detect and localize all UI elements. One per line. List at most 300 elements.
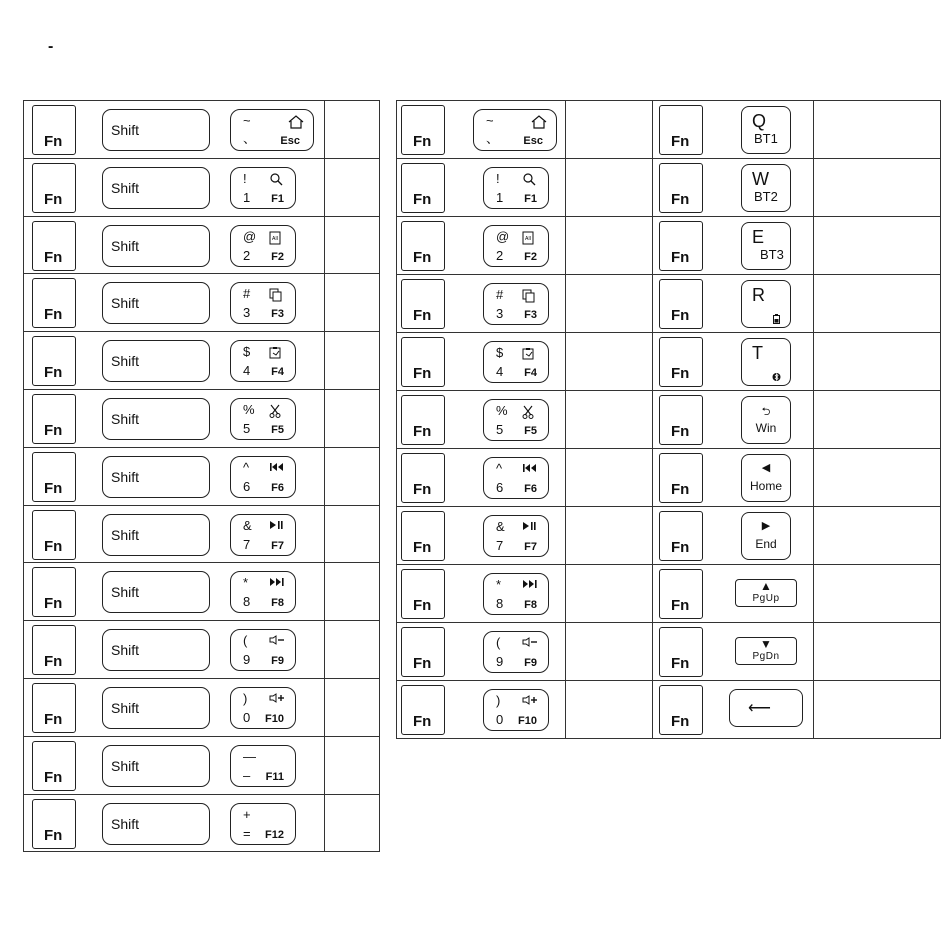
copy-icon — [269, 288, 284, 301]
key-digit: 2 — [243, 247, 251, 263]
key-digit: 4 — [243, 363, 251, 379]
description-cell — [566, 507, 653, 565]
key-function-label: F1 — [271, 192, 284, 205]
fn-key[interactable] — [32, 510, 76, 560]
fn-key-label: Fn — [44, 190, 63, 208]
description-cell — [325, 563, 380, 621]
key-combo-cell — [24, 621, 325, 679]
description-cell — [566, 565, 653, 623]
shift-key-label: Shift — [111, 757, 140, 774]
fn-key[interactable] — [659, 569, 703, 619]
number-key-6[interactable] — [230, 456, 296, 498]
fn-key[interactable] — [32, 741, 76, 791]
fn-key[interactable] — [401, 279, 445, 329]
description-cell — [814, 159, 941, 217]
fn-key[interactable] — [659, 163, 703, 213]
key-function-label: F2 — [524, 251, 537, 263]
shortcut-row — [24, 101, 380, 159]
search-icon — [269, 173, 284, 186]
key-digit: = — [243, 825, 251, 841]
key-combo-cell — [24, 101, 325, 159]
key-function-label: F7 — [271, 539, 284, 552]
key-combo-cell — [24, 389, 325, 447]
fn-key-label: Fn — [44, 653, 63, 671]
key-function-label: F10 — [518, 715, 537, 727]
key-symbol: & — [496, 519, 505, 534]
number-key-4[interactable] — [483, 341, 549, 383]
nav-key-pgup[interactable] — [735, 579, 797, 607]
fn-key[interactable] — [659, 395, 703, 445]
key-function-label: F7 — [524, 541, 537, 553]
arrow-icon: ▶ — [761, 520, 771, 532]
shortcut-row — [24, 274, 380, 332]
fn-key[interactable] — [401, 569, 445, 619]
shortcut-row — [24, 389, 380, 447]
key-label: PgDn — [752, 651, 780, 662]
down-arrow-icon: ▼ — [760, 637, 772, 651]
shift-key[interactable] — [102, 398, 210, 440]
key-digit: 3 — [496, 306, 504, 321]
fn-key[interactable] — [401, 627, 445, 677]
cut-icon — [269, 404, 284, 417]
shift-key[interactable] — [102, 571, 210, 613]
shift-key[interactable] — [102, 803, 210, 845]
fn-key[interactable] — [401, 511, 445, 561]
shift-key[interactable] — [102, 167, 210, 209]
description-cell — [325, 505, 380, 563]
key-symbol: ! — [496, 171, 500, 186]
fn-key-label: Fn — [671, 539, 690, 556]
key-sub-label: BT1 — [754, 131, 778, 146]
left-arrow-icon: ⟵ — [748, 700, 771, 717]
shift-key-label: Shift — [111, 699, 140, 716]
shift-key[interactable] — [102, 282, 210, 324]
shortcut-row — [397, 623, 941, 681]
fn-key[interactable] — [659, 221, 703, 271]
number-key-11[interactable] — [230, 745, 296, 787]
key-digit: 9 — [496, 654, 504, 669]
shift-key-label: Shift — [111, 642, 140, 659]
key-symbol: # — [496, 287, 504, 302]
shortcut-row — [24, 158, 380, 216]
play-pause-icon — [269, 520, 284, 533]
shortcut-row — [24, 447, 380, 505]
key-combo-cell — [653, 217, 814, 275]
number-key-7[interactable] — [483, 515, 549, 557]
shift-key-label: Shift — [111, 179, 140, 196]
fn-key[interactable] — [32, 394, 76, 444]
description-cell — [325, 332, 380, 390]
number-key-8[interactable] — [483, 573, 549, 615]
bluetooth-icon — [772, 369, 781, 379]
key-symbol: # — [243, 286, 251, 302]
header-mark: - — [48, 38, 54, 55]
description-cell — [814, 101, 941, 159]
nav-key-home[interactable] — [741, 454, 791, 502]
shift-key-label: Shift — [111, 468, 140, 485]
shift-key-label: Shift — [111, 295, 140, 312]
fn-key-label: Fn — [413, 481, 432, 498]
fn-key[interactable] — [659, 627, 703, 677]
key-symbol: ! — [243, 170, 247, 186]
home-icon — [530, 115, 545, 128]
key-symbol: ^ — [243, 459, 250, 475]
description-cell — [325, 447, 380, 505]
key-digit: 、 — [486, 131, 500, 146]
key-combo-cell — [397, 565, 566, 623]
key-digit: 5 — [496, 422, 504, 437]
number-key-4[interactable] — [230, 340, 296, 382]
key-combo-cell — [24, 447, 325, 505]
key-digit: 8 — [496, 596, 504, 611]
number-key-1[interactable] — [483, 167, 549, 209]
fn-key[interactable] — [659, 453, 703, 503]
shift-key[interactable] — [102, 745, 210, 787]
description-cell — [814, 275, 941, 333]
description-cell — [566, 333, 653, 391]
next-track-icon — [522, 579, 537, 592]
key-combo-cell — [397, 391, 566, 449]
battery-icon — [772, 311, 781, 321]
key-function-label: F11 — [265, 770, 284, 783]
key-digit: 6 — [496, 480, 504, 495]
key-function-label: F3 — [271, 308, 284, 321]
shortcut-row — [397, 217, 941, 275]
fn-key[interactable] — [401, 163, 445, 213]
key-combo-cell — [397, 101, 566, 159]
shortcut-row — [397, 449, 941, 507]
number-key-12[interactable] — [230, 803, 296, 845]
key-combo-cell — [24, 736, 325, 794]
key-function-label: F10 — [265, 712, 284, 725]
shift-key-label: Shift — [111, 526, 140, 543]
description-cell — [325, 736, 380, 794]
key-combo-cell — [24, 505, 325, 563]
fn-key[interactable] — [659, 105, 703, 155]
fn-key[interactable] — [32, 278, 76, 328]
shortcut-row — [24, 563, 380, 621]
number-key-9[interactable] — [230, 629, 296, 671]
fn-key[interactable] — [32, 625, 76, 675]
select-all-icon — [522, 231, 537, 244]
arrow-icon: ◀ — [761, 462, 771, 474]
nav-key-win[interactable] — [741, 396, 791, 444]
shift-key[interactable] — [102, 109, 210, 151]
fn-key-label: Fn — [44, 595, 63, 613]
letter-key-e[interactable] — [741, 222, 791, 270]
shortcut-row — [24, 332, 380, 390]
shortcut-row — [24, 505, 380, 563]
number-key-1[interactable] — [230, 167, 296, 209]
fn-key[interactable] — [32, 336, 76, 386]
nav-key-pgdn[interactable] — [735, 637, 797, 665]
shift-key-label: Shift — [111, 122, 140, 138]
previous-track-icon — [522, 463, 537, 476]
key-letter: E — [752, 227, 765, 247]
key-digit: 1 — [243, 189, 251, 205]
key-function-label: F4 — [524, 367, 537, 379]
number-key-8[interactable] — [230, 571, 296, 613]
key-combo-cell — [653, 623, 814, 681]
key-digit: 7 — [496, 538, 504, 553]
next-track-icon — [269, 577, 284, 590]
key-combo-cell — [397, 333, 566, 391]
letter-key-t[interactable] — [741, 338, 791, 386]
key-combo-cell — [653, 159, 814, 217]
key-function-label: F3 — [524, 309, 537, 321]
key-combo-cell — [653, 101, 814, 159]
fn-key[interactable] — [32, 452, 76, 502]
fn-key-label: Fn — [44, 364, 63, 382]
letter-key-r[interactable] — [741, 280, 791, 328]
fn-key[interactable] — [401, 395, 445, 445]
description-cell — [325, 101, 380, 159]
key-symbol: ^ — [496, 461, 503, 476]
fn-key-label: Fn — [413, 539, 432, 556]
key-digit: 5 — [243, 420, 251, 436]
key-function-label: F5 — [271, 423, 284, 436]
key-letter: T — [752, 343, 763, 363]
backspace-key[interactable] — [729, 689, 803, 727]
key-combo-cell — [653, 391, 814, 449]
key-symbol: $ — [496, 345, 504, 360]
fn-key[interactable] — [401, 685, 445, 735]
fn-key-label: Fn — [44, 133, 63, 150]
fn-key-label: Fn — [413, 597, 432, 614]
fn-key-label: Fn — [413, 133, 432, 150]
key-combo-cell — [397, 275, 566, 333]
key-symbol: @ — [243, 228, 257, 244]
fn-key-label: Fn — [44, 826, 63, 844]
key-combo-cell — [397, 507, 566, 565]
fn-key[interactable] — [659, 279, 703, 329]
fn-key-label: Fn — [44, 479, 63, 497]
key-digit: 8 — [243, 594, 251, 610]
shortcut-row — [24, 678, 380, 736]
description-cell — [325, 621, 380, 679]
description-cell — [325, 274, 380, 332]
key-symbol: % — [496, 403, 508, 418]
key-symbol: ( — [243, 633, 248, 649]
fn-key-label: Fn — [413, 423, 432, 440]
description-cell — [814, 391, 941, 449]
number-key-0[interactable] — [473, 109, 557, 151]
shift-key[interactable] — [102, 687, 210, 729]
key-function-label: Esc — [280, 135, 300, 147]
number-key-10[interactable] — [230, 687, 296, 729]
description-cell — [566, 681, 653, 739]
key-function-label: F2 — [271, 250, 284, 263]
fn-key-label: Fn — [413, 191, 432, 208]
svg-text:All: All — [525, 236, 532, 242]
letter-key-w[interactable] — [741, 164, 791, 212]
fn-key[interactable] — [401, 105, 445, 155]
key-letter: Q — [752, 111, 767, 131]
description-cell — [814, 333, 941, 391]
description-cell — [566, 623, 653, 681]
fn-key[interactable] — [659, 685, 703, 735]
description-cell — [325, 158, 380, 216]
shift-key[interactable] — [102, 456, 210, 498]
shift-key-label: Shift — [111, 353, 140, 370]
description-cell — [566, 101, 653, 159]
fn-key-label: Fn — [413, 307, 432, 324]
key-combo-cell — [397, 623, 566, 681]
key-symbol: ~ — [486, 113, 494, 128]
undo-icon: ⮌ — [761, 406, 771, 418]
key-combo-cell — [653, 507, 814, 565]
play-pause-icon — [522, 521, 537, 534]
key-letter: W — [752, 169, 769, 189]
shortcut-row — [24, 216, 380, 274]
copy-icon — [522, 289, 537, 302]
number-key-3[interactable] — [230, 282, 296, 324]
number-key-2[interactable] — [230, 225, 296, 267]
shift-key-label: Shift — [111, 237, 140, 254]
key-combo-cell — [653, 681, 814, 739]
number-key-9[interactable] — [483, 631, 549, 673]
key-symbol: ) — [243, 690, 248, 706]
fn-key-label: Fn — [413, 365, 432, 382]
shift-key[interactable] — [102, 514, 210, 556]
nav-key-end[interactable] — [741, 512, 791, 560]
key-combo-cell — [24, 332, 325, 390]
key-function-label: F1 — [524, 193, 537, 205]
key-function-label: F4 — [271, 366, 284, 379]
shortcut-row — [24, 736, 380, 794]
fn-key[interactable] — [32, 567, 76, 617]
volume-up-icon — [522, 695, 537, 708]
shortcut-row — [397, 333, 941, 391]
description-cell — [566, 391, 653, 449]
shift-key[interactable] — [102, 340, 210, 382]
number-key-3[interactable] — [483, 283, 549, 325]
key-combo-cell — [397, 449, 566, 507]
fn-key[interactable] — [32, 221, 76, 271]
fn-key[interactable] — [401, 221, 445, 271]
paste-icon — [522, 347, 537, 360]
fn-key-label: Fn — [413, 249, 432, 266]
description-cell — [814, 217, 941, 275]
home-icon — [287, 115, 302, 128]
fn-key[interactable] — [32, 799, 76, 849]
key-label: End — [755, 537, 777, 551]
key-symbol: * — [243, 575, 249, 591]
volume-down-icon — [269, 635, 284, 648]
svg-text:All: All — [272, 235, 279, 242]
number-key-7[interactable] — [230, 514, 296, 556]
right-shortcut-table — [396, 100, 941, 739]
description-cell — [566, 217, 653, 275]
fn-key-label: Fn — [44, 710, 63, 728]
description-cell — [814, 507, 941, 565]
key-label: PgUp — [752, 593, 780, 604]
shortcut-row — [24, 794, 380, 852]
key-symbol: ~ — [243, 113, 251, 128]
key-function-label: F9 — [271, 655, 284, 668]
description-cell — [325, 678, 380, 736]
paste-icon — [269, 346, 284, 359]
key-digit: 3 — [243, 305, 251, 321]
key-symbol: ) — [496, 693, 501, 708]
fn-key[interactable] — [32, 163, 76, 213]
key-function-label: F6 — [524, 483, 537, 495]
fn-key[interactable] — [32, 105, 76, 155]
fn-key-label: Fn — [44, 248, 63, 266]
key-combo-cell — [24, 794, 325, 852]
description-cell — [566, 449, 653, 507]
shift-key-label: Shift — [111, 584, 140, 601]
key-function-label: F6 — [271, 481, 284, 494]
description-cell — [814, 449, 941, 507]
number-key-0[interactable] — [230, 109, 314, 151]
key-symbol: @ — [496, 229, 510, 244]
fn-key[interactable] — [659, 337, 703, 387]
description-cell — [814, 565, 941, 623]
search-icon — [522, 173, 537, 186]
left-shortcut-table — [23, 100, 380, 852]
key-combo-cell — [24, 158, 325, 216]
shift-key[interactable] — [102, 629, 210, 671]
key-digit: 1 — [496, 190, 504, 205]
fn-key[interactable] — [401, 453, 445, 503]
key-letter: R — [752, 285, 765, 305]
fn-key-label: Fn — [413, 655, 432, 672]
shortcut-row — [397, 275, 941, 333]
key-digit: 4 — [496, 364, 504, 379]
shortcut-row — [397, 101, 941, 159]
key-combo-cell — [653, 565, 814, 623]
key-symbol: ( — [496, 635, 501, 650]
fn-key-label: Fn — [671, 655, 690, 672]
number-key-5[interactable] — [483, 399, 549, 441]
shortcut-row — [397, 159, 941, 217]
shortcut-row — [397, 681, 941, 739]
key-combo-cell — [397, 217, 566, 275]
description-cell — [325, 389, 380, 447]
number-key-6[interactable] — [483, 457, 549, 499]
shift-key-label: Shift — [111, 815, 140, 832]
shortcut-row — [397, 507, 941, 565]
shortcut-row — [24, 621, 380, 679]
fn-key[interactable] — [401, 337, 445, 387]
cut-icon — [522, 405, 537, 418]
up-arrow-icon: ▲ — [760, 579, 772, 593]
key-combo-cell — [653, 275, 814, 333]
key-function-label: Esc — [523, 135, 543, 147]
number-key-5[interactable] — [230, 398, 296, 440]
key-combo-cell — [24, 678, 325, 736]
key-symbol: $ — [243, 344, 251, 360]
shortcut-row — [397, 565, 941, 623]
number-key-10[interactable] — [483, 689, 549, 731]
fn-key-label: Fn — [671, 481, 690, 498]
key-sub-label: BT3 — [760, 247, 784, 262]
letter-key-q[interactable] — [741, 106, 791, 154]
description-cell — [566, 159, 653, 217]
fn-key[interactable] — [659, 511, 703, 561]
key-label: Win — [755, 421, 777, 435]
fn-key-label: Fn — [671, 423, 690, 440]
key-symbol: % — [243, 401, 255, 417]
shift-key[interactable] — [102, 225, 210, 267]
fn-key[interactable] — [32, 683, 76, 733]
shortcut-row — [397, 391, 941, 449]
key-function-label: F5 — [524, 425, 537, 437]
number-key-2[interactable] — [483, 225, 549, 267]
fn-key-label: Fn — [671, 191, 690, 208]
key-digit: 0 — [496, 712, 504, 727]
